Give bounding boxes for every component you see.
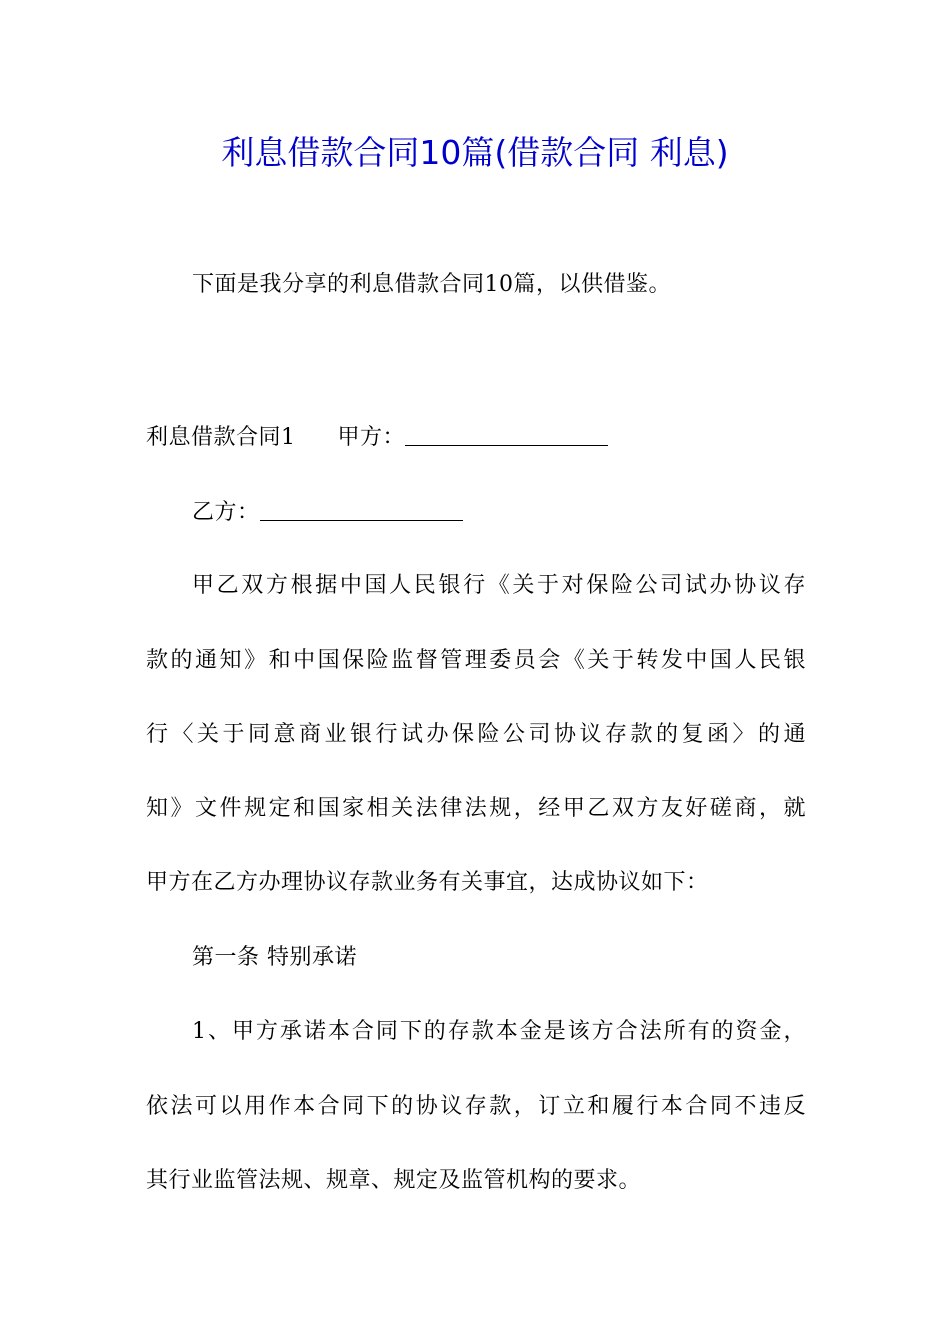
party-b-row — [192, 495, 806, 531]
contract-heading: 利息借款合同1 — [146, 425, 296, 450]
paragraph-line: 知》文件规定和国家相关法律法规，经甲乙双方友好磋商，就 — [146, 796, 806, 821]
paragraph-line: 款的通知》和中国保险监督管理委员会《关于转发中国人民银 — [146, 648, 806, 673]
article-heading: 第一条 特别承诺 — [192, 945, 357, 970]
clause-line: 依法可以用作本合同下的协议存款，订立和履行本合同不违反 — [146, 1094, 806, 1119]
paragraph-line: 甲乙双方根据中国人民银行《关于对保险公司试办协议存 — [192, 573, 806, 598]
party-a-label: 甲方： — [337, 425, 406, 450]
party-a-row — [146, 420, 806, 456]
paragraph-line: 甲方在乙方办理协议存款业务有关事宜，达成协议如下： — [146, 870, 709, 895]
clause-line: 1、甲方承诺本合同下的存款本金是该方合法所有的资金， — [192, 1019, 806, 1044]
document-title: 利息借款合同10篇(借款合同 利息) — [221, 133, 729, 172]
paragraph-line: 行〈关于同意商业银行试办保险公司协议存款的复函〉的通 — [146, 722, 806, 747]
clause-line: 其行业监管法规、规章、规定及监管机构的要求。 — [146, 1168, 642, 1193]
party-a-blank — [405, 423, 608, 446]
party-b-label: 乙方： — [192, 500, 260, 525]
party-b-blank — [260, 498, 463, 521]
intro-paragraph: 下面是我分享的利息借款合同10篇，以供借鉴。 — [192, 272, 671, 297]
